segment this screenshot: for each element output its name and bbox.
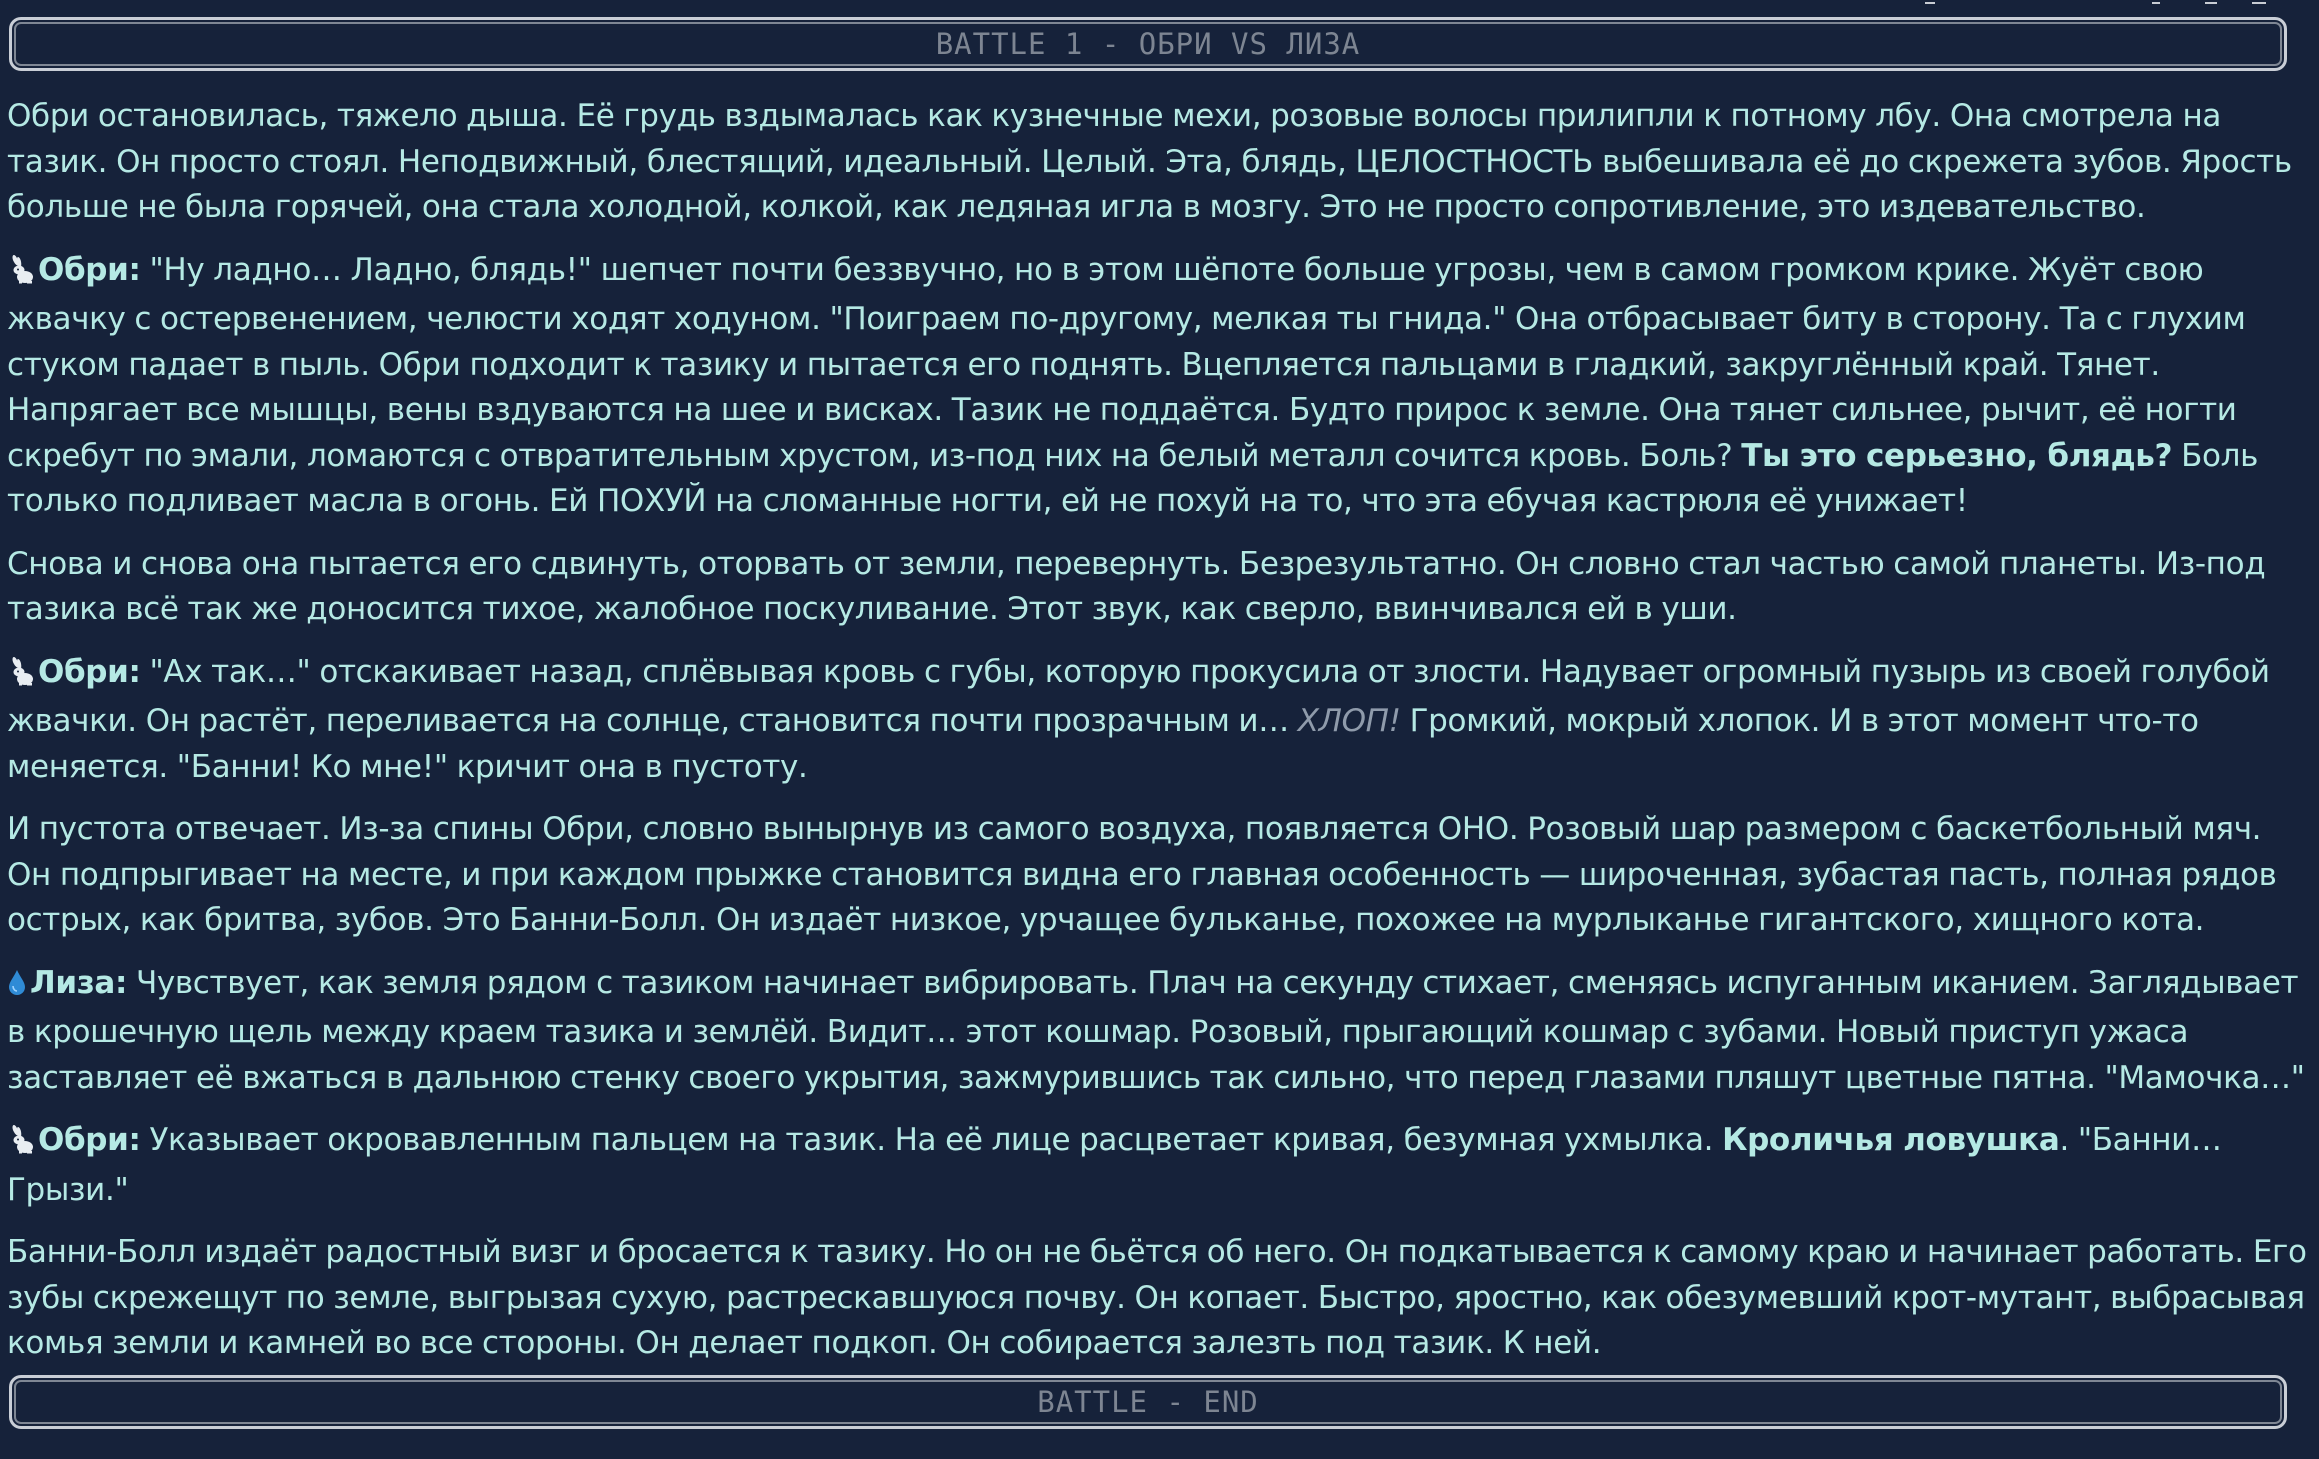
narration-text: Снова и снова она пытается его сдвинуть, оторвать от земли, перевернуть. Безрезультатно. Он словно стал частью самой планеты. Из-под тазика всё так же доносится тихое, жалобное поскуливание. Этот звук, как сверло, ввинчивался ей в уши.: [7, 545, 2266, 627]
dialogue-text: Чувствует, как земля рядом с тазиком начинает вибрировать. Плач на секунду стихает, сменяясь испуганным иканием. Заглядывает в крошечную щель между краем тазика и землёй. Видит… этот кошмар. Розовый, прыгающий кошмар с зубами. Новый приступ ужаса заставляет её вжаться в дальнюю стенку своего укрытия, зажмурившись так сильно, что перед глазами пляшут цветные пятна. "Мамочка…": [7, 964, 2305, 1096]
dialogue-text-cont: . "Банни… Грызи.": [7, 1122, 2222, 1208]
battle-end-title: BATTLE - END: [1037, 1385, 1259, 1419]
sound-effect-text: ХЛОП!: [1297, 703, 1401, 739]
narration-paragraph: [7, 94, 2307, 231]
narration-text: Обри остановилась, тяжело дыша. Её грудь вздымалась как кузнечные мехи, розовые волосы прилипли к потному лбу. Она смотрела на тазик. Он просто стоял. Неподвижный, блестящий, идеальный. Целый. Эта, блядь, ЦЕЛОСТНОСТЬ выбешивала её до скрежета зубов. Ярость больше не была горячей, она стала холодной, колкой, как ледяная игла в мозгу. Это не просто сопротивление, это издевательство.: [7, 98, 2292, 225]
droplet-icon: [7, 965, 27, 1011]
narration-paragraph: [7, 542, 2307, 633]
speaker-name-liza: Лиза:: [30, 964, 128, 1001]
rabbit-icon: [7, 654, 35, 700]
battle-end-banner: [9, 1375, 2287, 1429]
dialogue-text: Указывает окровавленным пальцем на тазик. На её лице расцветает кривая, безумная ухмылка.: [149, 1122, 1714, 1158]
dialogue-text: "Ах так…" отскакивает назад, сплёвывая кровь с губы, которую прокусила от злости. Надувает огромный пузырь из своей голубой жвачки. Он растёт, переливается на солнце, становится почти прозрачным и…: [7, 653, 2270, 739]
dialogue-text-cont: Боль только подливает масла в огонь. Ей ПОХУЙ на сломанные ногти, ей не похуй на то, что эта ебучая кастрюля её унижает!: [7, 437, 2259, 519]
speaker-name-obri: Обри:: [38, 1122, 141, 1158]
story-log: [7, 94, 2307, 1384]
narration-text: Банни-Болл издаёт радостный визг и бросается к тазику. Но он не бьётся об него. Он подкатывается к самому краю и начинает работать. Его зубы скрежещут по земле, выгрызая сухую, растрескавшуюся почву. Он копает. Быстро, яростно, как обезумевший крот-мутант, выбрасывая комья земли и камней во все стороны. Он делает подкоп. Он собирается залезть под тазик. К ней.: [7, 1234, 2307, 1361]
narration-paragraph: [7, 1230, 2307, 1367]
battle-start-banner: [9, 17, 2287, 71]
dialogue-obri: [7, 1118, 2307, 1213]
dialogue-text: "Ну ладно… Ладно, блядь!" шепчет почти беззвучно, но в этом шёпоте больше угрозы, чем в самом громком крике. Жуёт свою жвачку с остервенением, челюсти ходят ходуном. "Поиграем по-другому, мелкая ты гнида." Она отбрасывает биту в сторону. Та с глухим стуком падает в пыль. Обри подходит к тазику и пытается его поднять. Вцепляется пальцами в гладкий, закруглённый край. Тянет. Напрягает все мышцы, вены вздуваются на шее и висках. Тазик не поддаётся. Будто прирос к земле. Она тянет сильнее, рычит, её ногти скребут по эмали, ломаются с отвратительным хрустом, из-под них на белый металл сочится кровь. Боль?: [7, 251, 2246, 474]
rabbit-icon: [7, 252, 35, 298]
speaker-name-obri: Обри:: [38, 653, 141, 690]
dialogue-liza: [7, 961, 2307, 1102]
dialogue-text-cont: Громкий, мокрый хлопок. И в этот момент что-то меняется. "Банни! Ко мне!" кричит она в пустоту.: [7, 703, 2199, 785]
battle-start-title: BATTLE 1 - ОБРИ VS ЛИЗА: [935, 27, 1361, 61]
narration-text: И пустота отвечает. Из-за спины Обри, словно вынырнув из самого воздуха, появляется ОНО. Розовый шар размером с баскетбольный мяч. Он подпрыгивает на месте, и при каждом прыжке становится видна его главная особенность — широченная, зубастая пасть, полная рядов острых, как бритва, зубов. Это Банни-Болл. Он издаёт низкое, урчащее бульканье, похожее на мурлыканье гигантского, хищного кота.: [7, 811, 2277, 938]
dialogue-obri: [7, 248, 2307, 525]
previous-content-edge: [0, 0, 2319, 6]
speaker-name-obri: Обри:: [38, 251, 141, 288]
emphasis-text: Ты это серьезно, блядь?: [1741, 437, 2173, 474]
narration-paragraph: [7, 807, 2307, 944]
dialogue-obri: [7, 650, 2307, 791]
skill-name-text: Кроличья ловушка: [1722, 1122, 2060, 1158]
rabbit-icon: [7, 1122, 35, 1168]
